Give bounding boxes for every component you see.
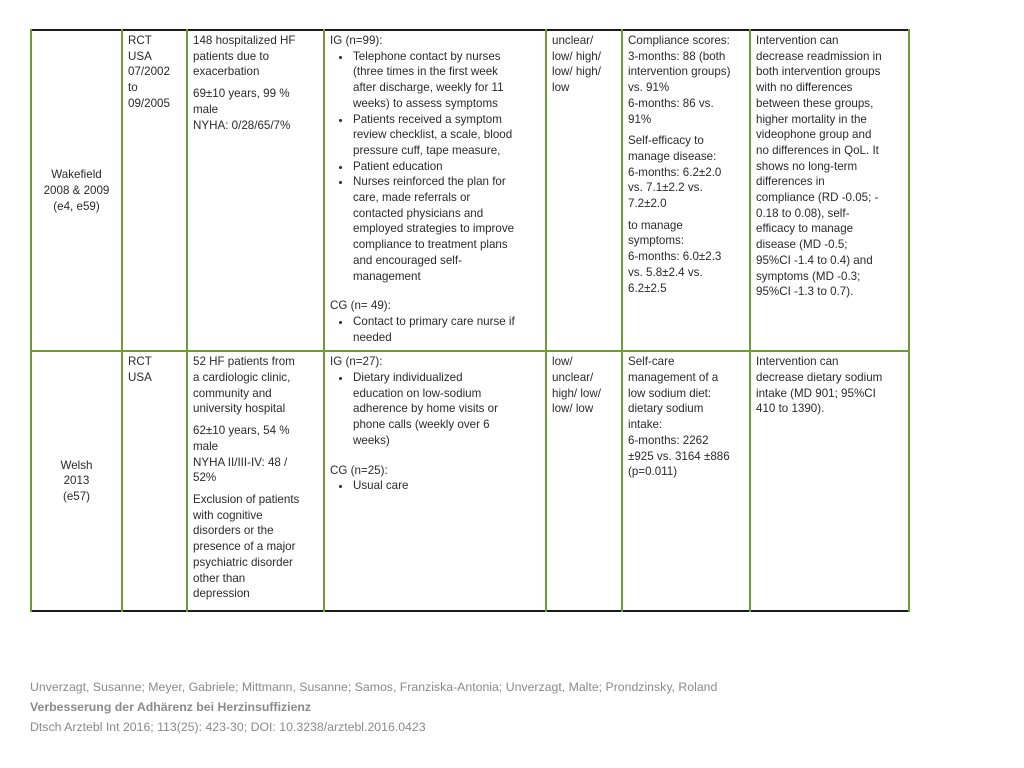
evidence-table bbox=[30, 29, 910, 612]
quality-line: low/ bbox=[552, 355, 573, 369]
outcome-line: ±925 vs. 3164 ±886 bbox=[628, 449, 730, 463]
cg-list bbox=[330, 478, 541, 494]
cg-item bbox=[352, 314, 541, 345]
table-row bbox=[31, 351, 909, 611]
quality-line: low/ high/ bbox=[552, 65, 601, 79]
conclusion-line: higher mortality in the bbox=[756, 112, 867, 126]
outcome-line: 3-months: 88 (both bbox=[628, 49, 726, 63]
ig-list bbox=[330, 49, 541, 285]
conclusion-line: decrease readmission in bbox=[756, 49, 882, 63]
patients-line: NYHA II/III-IV: 48 / bbox=[193, 455, 288, 469]
outcome-line: dietary sodium bbox=[628, 402, 704, 416]
ig-item bbox=[352, 159, 541, 175]
outcome-paragraph bbox=[628, 133, 745, 212]
patients-line: 62±10 years, 54 % bbox=[193, 424, 290, 438]
outcome-line: intervention groups) bbox=[628, 65, 731, 79]
patients-line: psychiatric disorder bbox=[193, 555, 293, 569]
ig-item-line: (three times in the first week bbox=[353, 65, 498, 79]
cg-label: CG (n=25): bbox=[330, 463, 388, 477]
ig-item-line: compliance to treatment plans bbox=[353, 238, 508, 252]
ig-item bbox=[352, 49, 541, 112]
cg-label: CG (n= 49): bbox=[330, 299, 391, 313]
ig-label: IG (n=99): bbox=[330, 34, 383, 47]
outcome-line: low sodium diet: bbox=[628, 386, 712, 400]
outcome-paragraph bbox=[628, 218, 745, 297]
intervention-cell bbox=[324, 351, 546, 611]
ig-item-line: education on low-sodium bbox=[353, 386, 482, 400]
patients-line: a cardiologic clinic, bbox=[193, 371, 291, 385]
ig-item-line: contacted physicians and bbox=[353, 206, 484, 220]
ig-item bbox=[352, 174, 541, 284]
patients-line: with cognitive bbox=[193, 508, 263, 522]
conclusion-line: symptoms (MD -0.3; bbox=[756, 269, 861, 283]
study-cell bbox=[31, 351, 122, 611]
conclusion-line: no differences in QoL. It bbox=[756, 143, 879, 157]
patients-line: community and bbox=[193, 386, 272, 400]
ig-item-line: weeks) to assess symptoms bbox=[353, 96, 498, 110]
cg-list bbox=[330, 314, 541, 345]
conclusion-cell bbox=[750, 30, 909, 351]
outcome-line: 7.2±2.0 bbox=[628, 197, 667, 211]
conclusion-line: compliance (RD -0.05; - bbox=[756, 191, 879, 205]
cg-item-line: • Contact to primary care nurse if bbox=[353, 314, 515, 328]
patients-cell bbox=[187, 30, 324, 351]
citation-source: Dtsch Arztebl Int 2016; 113(25): 423-30; DOI: 10.3238/arztebl.2016.0423 bbox=[30, 720, 426, 734]
quality-line: unclear/ bbox=[552, 371, 594, 385]
patients-paragraph bbox=[193, 423, 319, 486]
patients-line: university hospital bbox=[193, 402, 286, 416]
design-line: USA bbox=[128, 49, 152, 63]
patients-line: presence of a major bbox=[193, 540, 296, 554]
design-line: RCT bbox=[128, 34, 152, 47]
ig-item-line: care, made referrals or bbox=[353, 191, 471, 205]
outcome-line: Self-care bbox=[628, 355, 675, 369]
conclusion-line: 410 to 1390). bbox=[756, 402, 825, 416]
outcome-line: 6.2±2.5 bbox=[628, 281, 667, 295]
conclusion-line: Intervention can bbox=[756, 34, 839, 47]
quality-line: high/ low/ bbox=[552, 386, 601, 400]
patients-paragraph bbox=[193, 492, 319, 602]
conclusion-line: differences in bbox=[756, 175, 825, 189]
conclusion-line: with no differences bbox=[756, 81, 853, 95]
quality-line: unclear/ bbox=[552, 34, 594, 47]
patients-paragraph bbox=[193, 86, 319, 133]
cg-item-line: needed bbox=[353, 330, 392, 344]
study-line: 2013 bbox=[63, 474, 90, 488]
outcome-line: vs. 5.8±2.4 vs. bbox=[628, 265, 703, 279]
outcome-line: to manage bbox=[628, 218, 683, 232]
patients-paragraph bbox=[193, 354, 319, 417]
ig-item-line: and encouraged self- bbox=[353, 253, 462, 267]
design-line: to bbox=[128, 81, 138, 95]
outcome-line: 91% bbox=[628, 112, 652, 126]
patients-line: other than bbox=[193, 571, 246, 585]
outcome-line: intake: bbox=[628, 418, 663, 432]
ig-item-line: management bbox=[353, 269, 421, 283]
study-line: Wakefield bbox=[51, 168, 102, 182]
design-line: RCT bbox=[128, 355, 152, 369]
patients-line: 148 hospitalized HF bbox=[193, 34, 296, 47]
evidence-table-body bbox=[31, 30, 909, 611]
quality-cell bbox=[546, 351, 622, 611]
citation-title: Verbesserung der Adhärenz bei Herzinsuffizienz bbox=[30, 700, 312, 714]
ig-item-line: • Patients received a symptom bbox=[353, 112, 502, 126]
design-cell bbox=[122, 351, 187, 611]
ig-item bbox=[352, 112, 541, 159]
conclusion-line: decrease dietary sodium bbox=[756, 371, 883, 385]
conclusion-line: shows no long-term bbox=[756, 159, 858, 173]
study-line: 2008 & 2009 bbox=[43, 183, 110, 197]
ig-item-line: • Telephone contact by nurses bbox=[353, 49, 501, 63]
outcome-paragraph bbox=[628, 354, 745, 480]
quality-line: low/ high/ bbox=[552, 49, 601, 63]
study-line: Welsh bbox=[60, 458, 93, 472]
cg-item bbox=[352, 478, 541, 494]
patients-line: depression bbox=[193, 587, 250, 601]
patients-line: 52 HF patients from bbox=[193, 355, 295, 369]
patients-line: 69±10 years, 99 % bbox=[193, 87, 290, 101]
conclusion-line: 95%CI -1.3 to 0.7). bbox=[756, 285, 854, 299]
cg-item-line: • Usual care bbox=[353, 479, 409, 493]
ig-item bbox=[352, 370, 541, 449]
quality-cell bbox=[546, 30, 622, 351]
patients-line: exacerbation bbox=[193, 65, 260, 79]
ig-item-line: employed strategies to improve bbox=[353, 222, 515, 236]
conclusion-cell bbox=[750, 351, 909, 611]
outcome-line: vs. 7.1±2.2 vs. bbox=[628, 181, 703, 195]
ig-item-line: weeks) bbox=[353, 433, 390, 447]
patients-line: NYHA: 0/28/65/7% bbox=[193, 118, 291, 132]
study-line: (e57) bbox=[62, 489, 91, 503]
conclusion-line: disease (MD -0.5; bbox=[756, 238, 848, 252]
ig-item-line: pressure cuff, tape measure, bbox=[353, 143, 501, 157]
outcome-line: Compliance scores: bbox=[628, 34, 730, 47]
conclusion-line: between these groups, bbox=[756, 96, 874, 110]
conclusion-line: Intervention can bbox=[756, 355, 839, 369]
conclusion-line: intake (MD 901; 95%CI bbox=[756, 386, 876, 400]
outcome-line: 6-months: 6.2±2.0 bbox=[628, 165, 722, 179]
conclusion-line: 95%CI -1.4 to 0.4) and bbox=[756, 253, 873, 267]
table-row bbox=[31, 30, 909, 351]
ig-item-line: after discharge, weekly for 11 bbox=[353, 81, 504, 95]
citation-authors: Unverzagt, Susanne; Meyer, Gabriele; Mittmann, Susanne; Samos, Franziska-Antonia; Unverzagt, Malte; Prondzinsky, Roland bbox=[30, 680, 718, 694]
quality-line: low bbox=[552, 81, 570, 95]
patients-paragraph bbox=[193, 33, 319, 80]
conclusion-line: both intervention groups bbox=[756, 65, 881, 79]
intervention-cell bbox=[324, 30, 546, 351]
conclusion-line: 0.18 to 0.08), self- bbox=[756, 206, 850, 220]
patients-line: disorders or the bbox=[193, 524, 274, 538]
outcome-line: Self-efficacy to bbox=[628, 134, 704, 148]
outcome-line: symptoms: bbox=[628, 234, 685, 248]
patients-line: patients due to bbox=[193, 49, 270, 63]
ig-item-line: phone calls (weekly over 6 bbox=[353, 418, 490, 432]
patients-cell bbox=[187, 351, 324, 611]
patients-line: male bbox=[193, 102, 219, 116]
design-line: 09/2005 bbox=[128, 96, 170, 110]
conclusion-line: videophone group and bbox=[756, 128, 872, 142]
outcomes-cell bbox=[622, 351, 750, 611]
study-cell bbox=[31, 30, 122, 351]
conclusion-line: efficacy to manage bbox=[756, 222, 854, 236]
outcome-line: 6-months: 86 vs. bbox=[628, 96, 714, 110]
outcome-line: manage disease: bbox=[628, 149, 717, 163]
outcome-line: 6-months: 2262 bbox=[628, 433, 709, 447]
design-line: 07/2002 bbox=[128, 65, 170, 79]
outcome-line: management of a bbox=[628, 371, 719, 385]
patients-line: male bbox=[193, 439, 219, 453]
ig-label: IG (n=27): bbox=[330, 355, 383, 369]
ig-list bbox=[330, 370, 541, 449]
citation bbox=[30, 677, 717, 737]
quality-line: low/ low bbox=[552, 402, 594, 416]
outcome-line: vs. 91% bbox=[628, 81, 670, 95]
study-line: (e4, e59) bbox=[53, 199, 100, 213]
ig-item-line: • Nurses reinforced the plan for bbox=[353, 175, 506, 189]
ig-item-line: • Dietary individualized bbox=[353, 371, 463, 385]
ig-item-line: adherence by home visits or bbox=[353, 402, 498, 416]
design-line: USA bbox=[128, 371, 152, 385]
patients-line: 52% bbox=[193, 471, 217, 485]
patients-line: Exclusion of patients bbox=[193, 492, 300, 506]
outcome-paragraph bbox=[628, 33, 745, 127]
design-cell bbox=[122, 30, 187, 351]
outcome-line: 6-months: 6.0±2.3 bbox=[628, 250, 722, 264]
outcomes-cell bbox=[622, 30, 750, 351]
outcome-line: (p=0.011) bbox=[628, 465, 678, 479]
ig-item-line: • Patient education bbox=[353, 159, 443, 173]
ig-item-line: review checklist, a scale, blood bbox=[353, 128, 513, 142]
